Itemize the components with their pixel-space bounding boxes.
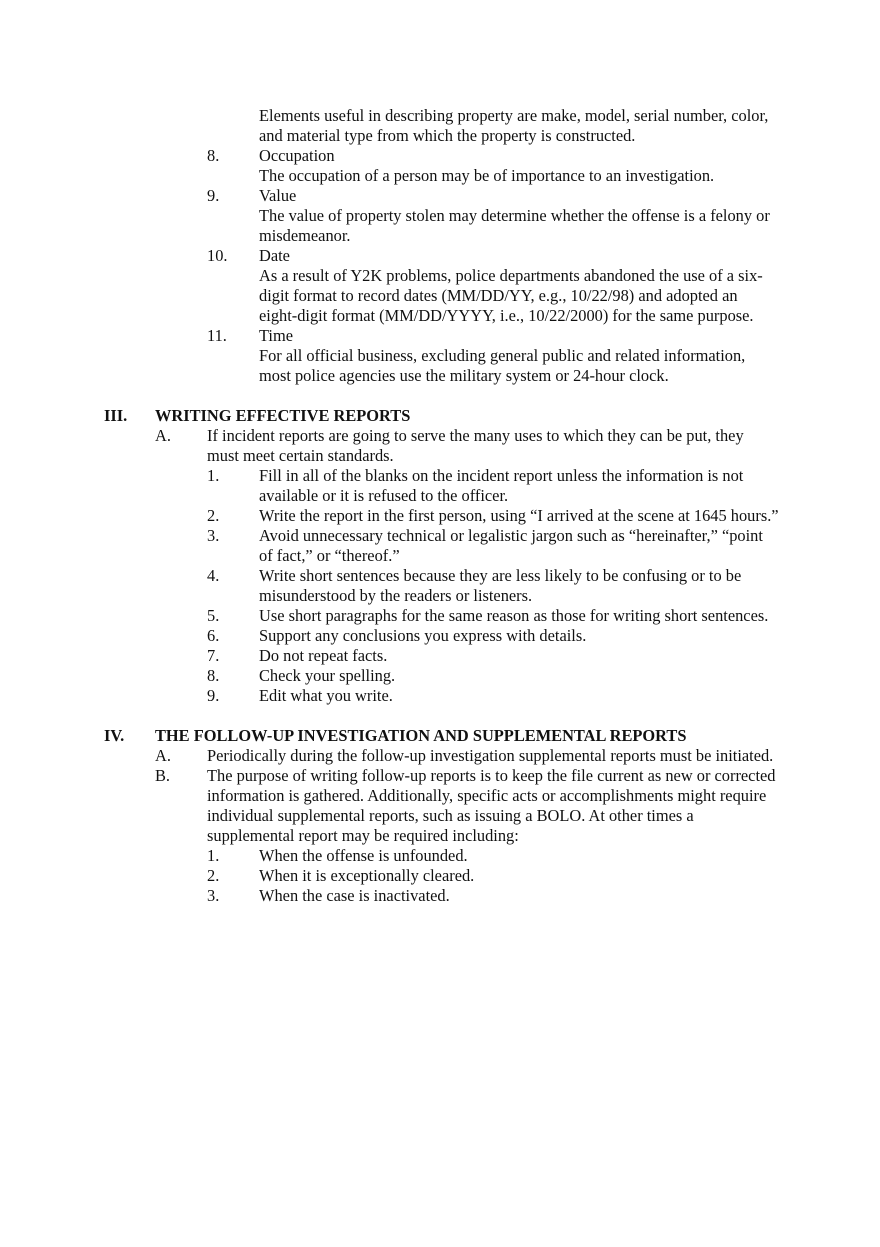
sub-item-text: If incident reports are going to serve the many uses to which they can be put, they must meet certain standards.: [207, 426, 744, 465]
item-number: 6.: [207, 626, 220, 645]
item-number: 1.: [207, 846, 220, 865]
list-item: [207, 246, 880, 326]
list-item: [207, 626, 880, 646]
list-item: [207, 686, 880, 706]
sub-item-letter: A.: [155, 746, 171, 765]
item-number: 10.: [207, 246, 228, 265]
item-text: Do not repeat facts.: [259, 646, 388, 665]
item-text: Avoid unnecessary technical or legalistic jargon such as “hereinafter,” “point of fact,” or “thereof.”: [259, 526, 763, 565]
list-item: [207, 846, 880, 866]
list-item: [207, 606, 880, 626]
item-number: 2.: [207, 506, 220, 525]
item-number: 8.: [207, 666, 220, 685]
item-number: 9.: [207, 186, 220, 205]
item-text: When the case is inactivated.: [259, 886, 450, 905]
item-text: Write the report in the first person, using “I arrived at the scene at 1645 hours.”: [259, 506, 779, 525]
intro-continuation: Elements useful in describing property are make, model, serial number, color, and material type from which the property is constructed.: [259, 106, 769, 145]
list-item: [207, 666, 880, 686]
list-item: [207, 866, 880, 886]
item-label: Time: [259, 326, 294, 345]
item-number: 3.: [207, 526, 220, 545]
sub-item-letter: B.: [155, 766, 171, 785]
item-number: 3.: [207, 886, 220, 905]
item-text: The value of property stolen may determine whether the offense is a felony or misdemeanor.: [259, 206, 770, 245]
item-text: Support any conclusions you express with details.: [259, 626, 587, 645]
item-text: As a result of Y2K problems, police departments abandoned the use of a six-digit format to record dates (MM/DD/YY, e.g., 10/22/98) and adopted an eight-digit format (MM/DD/YYYY, i.e., 10/22/2000) for the same purpose.: [259, 266, 763, 325]
item-text: When the offense is unfounded.: [259, 846, 468, 865]
item-number: 9.: [207, 686, 220, 705]
item-number: 7.: [207, 646, 220, 665]
item-number: 1.: [207, 466, 220, 485]
list-item: [207, 186, 880, 246]
document-page: [0, 106, 880, 906]
item-text: The occupation of a person may be of importance to an investigation.: [259, 166, 715, 185]
item-text: Fill in all of the blanks on the incident report unless the information is not available or it is refused to the officer.: [259, 466, 744, 505]
list-item: [207, 886, 880, 906]
sub-item-text: The purpose of writing follow-up reports is to keep the file current as new or corrected information is gathered. Additionally, specific acts or accomplishments might require individual supplemental reports, such as issuing a BOLO. At other times a supplemental report may be required including:: [207, 766, 776, 845]
section-heading: [104, 406, 880, 426]
sub-item: [155, 746, 880, 766]
sub-item-letter: A.: [155, 426, 171, 445]
item-label: Date: [259, 246, 290, 265]
item-text: For all official business, excluding general public and related information, most police agencies use the military system or 24-hour clock.: [259, 346, 746, 385]
list-item: [207, 526, 880, 566]
list-item: [207, 466, 880, 506]
item-label: Occupation: [259, 146, 335, 165]
item-text: Edit what you write.: [259, 686, 393, 705]
item-text: Check your spelling.: [259, 666, 396, 685]
section-heading: [104, 726, 880, 746]
section-number: III.: [104, 406, 128, 425]
list-item: [207, 506, 880, 526]
section-title: WRITING EFFECTIVE REPORTS: [155, 406, 411, 425]
list-item: [207, 646, 880, 666]
list-item: [207, 566, 880, 606]
item-text: Write short sentences because they are less likely to be confusing or to be misunderstood by the readers or listeners.: [259, 566, 742, 605]
sub-item: [155, 426, 880, 466]
sub-item-text: Periodically during the follow-up investigation supplemental reports must be initiated.: [207, 746, 774, 765]
list-item: [207, 146, 880, 186]
item-label: Value: [259, 186, 297, 205]
item-text: Use short paragraphs for the same reason as those for writing short sentences.: [259, 606, 769, 625]
item-number: 11.: [207, 326, 227, 345]
list-item: [207, 326, 880, 386]
item-number: 8.: [207, 146, 220, 165]
section-number: IV.: [104, 726, 125, 745]
item-text: When it is exceptionally cleared.: [259, 866, 475, 885]
item-number: 5.: [207, 606, 220, 625]
item-number: 2.: [207, 866, 220, 885]
item-number: 4.: [207, 566, 220, 585]
sub-item: [155, 766, 880, 846]
section-title: THE FOLLOW-UP INVESTIGATION AND SUPPLEMENTAL REPORTS: [155, 726, 687, 745]
